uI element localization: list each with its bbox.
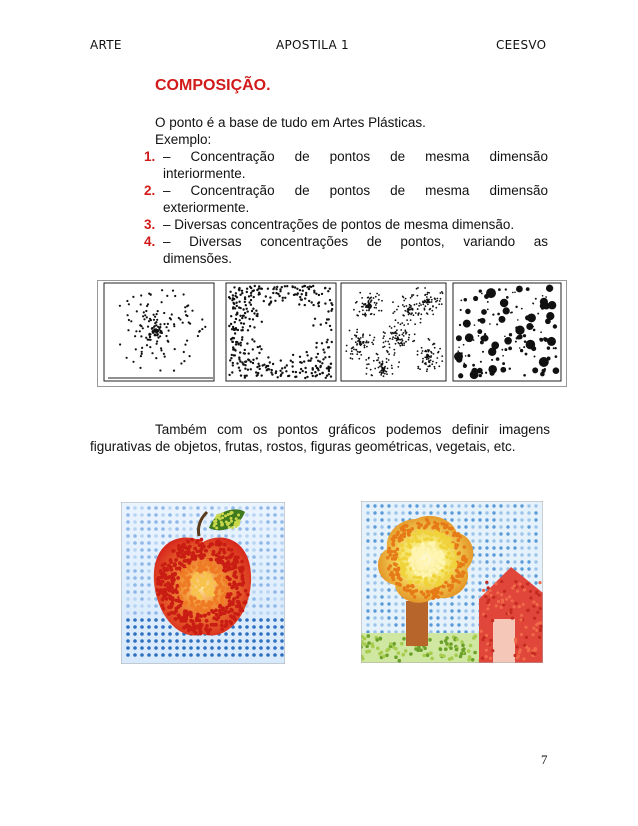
tree-house-pointillism-image: [361, 501, 543, 663]
item-number: 2.: [144, 183, 156, 198]
item-number: 3.: [144, 217, 156, 232]
dot-composition-illustration: [98, 281, 566, 386]
section-title: COMPOSIÇÃO.: [155, 77, 271, 94]
list-item-2: [144, 182, 548, 216]
list-item-4: [144, 233, 548, 267]
list-item-3: [144, 216, 548, 233]
panel-1-frame: [104, 283, 214, 381]
page-number: 7: [541, 752, 548, 767]
apple-pointillism-image: [121, 502, 285, 664]
example-label: Exemplo:: [155, 132, 212, 147]
item-number: 1.: [144, 149, 156, 164]
item-text: – Diversas concentrações de pontos, variando as: [163, 234, 548, 249]
dot-composition-strip: [97, 280, 567, 387]
item-text-continued: exteriormente.: [163, 200, 250, 215]
header-right: CEESVO: [496, 38, 547, 52]
header-center: APOSTILA 1: [276, 38, 349, 52]
item-number: 4.: [144, 234, 156, 249]
panel-2-frame: [226, 283, 336, 381]
figurative-paragraph: [90, 421, 550, 455]
intro-text: O ponto é a base de tudo em Artes Plásticas.: [155, 115, 426, 130]
item-text-continued: interiormente.: [163, 166, 246, 181]
paragraph-line-1: Também com os pontos gráficos podemos definir imagens: [155, 422, 550, 437]
list-item-1: [144, 148, 548, 182]
item-text: – Concentração de pontos de mesma dimensão: [163, 149, 548, 164]
item-text: – Concentração de pontos de mesma dimensão: [163, 183, 548, 198]
item-text-continued: dimensões.: [163, 251, 233, 266]
paragraph-line-2: figurativas de objetos, frutas, rostos, figuras geométricas, vegetais, etc.: [90, 439, 516, 454]
item-text: – Diversas concentrações de pontos de mesma dimensão.: [163, 217, 515, 232]
header-left: ARTE: [90, 38, 122, 52]
